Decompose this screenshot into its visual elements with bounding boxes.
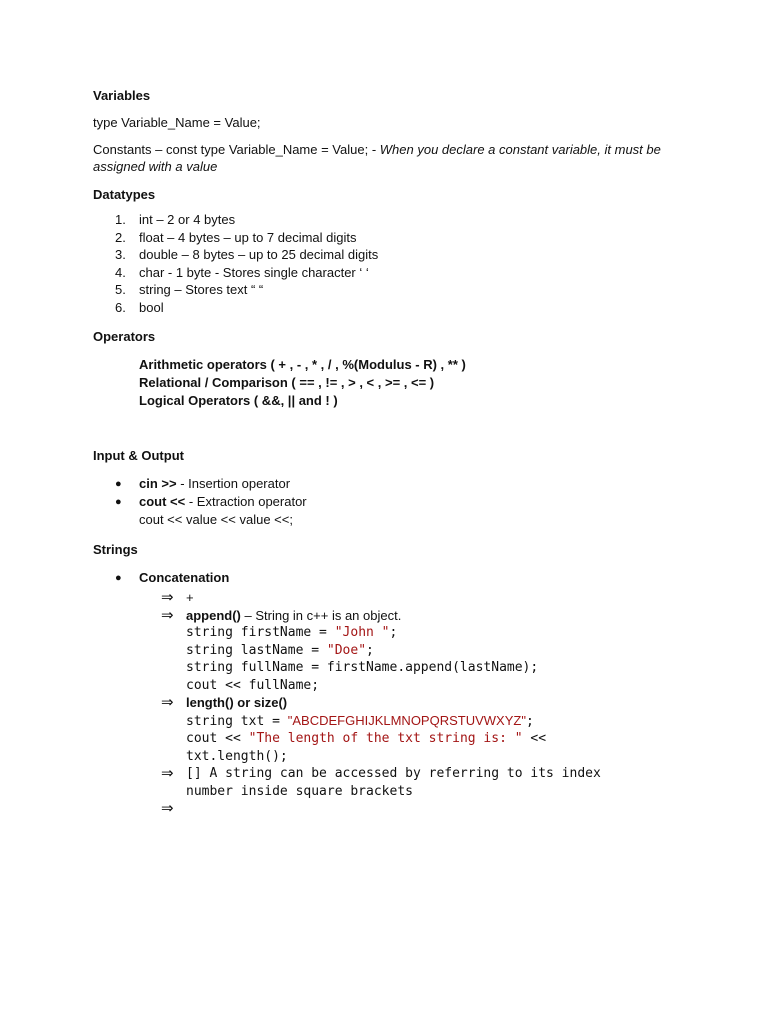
list-item [93, 569, 693, 587]
code-text: string firstName = [186, 625, 335, 640]
list-text: int – 2 or 4 bytes [139, 212, 236, 227]
arrow-item-length [93, 694, 693, 712]
list-text: bool [139, 299, 164, 315]
relational-operators: Relational / Comparison ( == , != , > , < , >= , <= ) [139, 375, 435, 390]
strings-list [93, 569, 693, 587]
code-text: << [522, 731, 547, 746]
bullet-icon: ● [115, 478, 122, 490]
list-item [93, 493, 693, 511]
operators-block [139, 356, 693, 410]
list-text: float – 4 bytes – up to 7 decimal digits [139, 229, 357, 245]
append-desc: – String in c++ is an object. [240, 607, 402, 623]
list-number: 2. [115, 229, 126, 245]
code-line [93, 712, 693, 731]
code-text: string txt = [186, 713, 288, 729]
arrow-icon: ⇒ [161, 694, 174, 711]
list-item [93, 246, 693, 264]
list-number: 1. [115, 212, 126, 227]
io-list [93, 475, 693, 511]
document-page [93, 87, 693, 818]
list-number: 6. [115, 299, 126, 315]
index-text: [] A string can be accessed by referring to its index [186, 766, 601, 781]
arrow-icon: ⇒ [161, 800, 174, 817]
code-text: string lastName = [186, 642, 327, 658]
plus-operator: + [186, 590, 194, 605]
list-item [93, 299, 693, 317]
strings-details [93, 589, 693, 818]
cin-desc: - Insertion operator [176, 476, 291, 491]
index-text-continued: number inside square brackets [186, 783, 413, 799]
variable-syntax: type Variable_Name = Value; [93, 115, 261, 130]
code-line [93, 624, 693, 642]
code-string: "ABCDEFGHIJKLMNOPQRSTUVWXYZ" [287, 712, 526, 728]
arrow-icon: ⇒ [161, 589, 174, 606]
arithmetic-operators: Arithmetic operators ( + , - , * , / , %(Modulus - R) , ** ) [139, 357, 466, 372]
heading-strings: Strings [93, 542, 138, 557]
code-line: txt.length(); [186, 748, 288, 764]
concatenation-label: Concatenation [139, 570, 230, 585]
code-line: cout << fullName; [186, 677, 320, 693]
arrow-item-index [93, 765, 693, 783]
list-item [93, 211, 693, 229]
datatypes-list [93, 211, 693, 316]
cin-label: cin >> [139, 476, 177, 491]
cout-desc: - Extraction operator [185, 494, 307, 509]
bullet-icon: ● [115, 572, 122, 584]
code-line [93, 642, 693, 660]
logical-operators: Logical Operators ( &&, || and ! ) [139, 393, 338, 408]
list-item [93, 264, 693, 282]
list-item [93, 229, 693, 247]
list-text: string – Stores text “ “ [139, 282, 264, 297]
arrow-item-plus [93, 589, 693, 607]
code-string: "Doe" [326, 642, 367, 658]
list-number: 5. [115, 282, 126, 297]
code-string: "The length of the txt string is: " [248, 731, 523, 746]
arrow-item-empty [93, 800, 693, 818]
code-text: ; [366, 642, 374, 658]
bullet-icon: ● [115, 496, 122, 508]
code-text: cout << [186, 731, 249, 746]
list-text: char - 1 byte - Stores single character ‘ ‘ [139, 264, 369, 280]
list-number: 3. [115, 247, 126, 262]
arrow-icon: ⇒ [161, 606, 174, 624]
constants-note: When you declare a constant variable, it must be assigned with a value [93, 142, 661, 174]
constants-text [93, 141, 693, 175]
cout-label: cout << [139, 494, 186, 509]
heading-variables: Variables [93, 88, 151, 103]
code-line [93, 730, 693, 748]
cout-example: cout << value << value <<; [139, 512, 293, 527]
arrow-item-append [93, 607, 693, 625]
arrow-icon: ⇒ [161, 764, 174, 782]
append-label: append() [186, 607, 241, 623]
constants-prefix: Constants – const type Variable_Name = Value; - [93, 142, 380, 157]
heading-datatypes: Datatypes [93, 187, 156, 202]
list-text: double – 8 bytes – up to 25 decimal digits [139, 247, 379, 262]
heading-operators: Operators [93, 329, 156, 344]
list-item [93, 281, 693, 299]
list-number: 4. [115, 264, 126, 280]
code-text: ; [389, 625, 398, 640]
list-item [93, 475, 693, 493]
code-text: ; [525, 713, 534, 729]
code-line: string fullName = firstName.append(lastName); [186, 660, 539, 675]
length-label: length() or size() [186, 695, 288, 710]
heading-input-output: Input & Output [93, 448, 184, 463]
code-string: "John " [334, 625, 390, 640]
